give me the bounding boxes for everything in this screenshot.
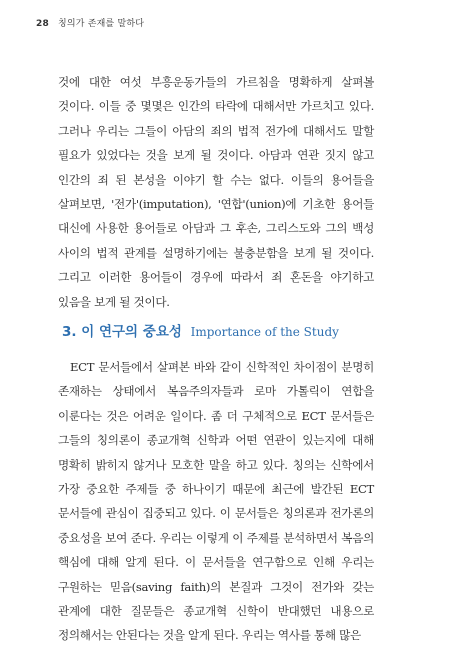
running-title: 칭의가 존재를 말하다: [58, 19, 145, 29]
section-heading: [62, 320, 339, 340]
body-paragraph-2: ECT 문서들에서 살펴본 바와 같이 신학적인 차이점이 분명히 존재하는 상태에서 복음주의자들과 로마 가톨릭이 연합을 이룬다는 것은 어려운 일이다. 좀 더 구체적으로 ECT 문서들은 그들의 칭의론이 종교개혁 신학과 어떤 연관이 있는지에 대해 명확히 밝히지 않거나 모호한 말을 하고 있다. 칭의는 신학에서 가장 중요한 주제들 중 하나이기 때문에 최근에 발간된 ECT 문서들에 관심이 집중되고 있다. 이 문서들은 칭의론과 전가론의 중요성을 보여 준다. 우리는 이렇게 이 주제를 분석하면서 복음의 핵심에 대해 알게 된다. 이 문서들을 연구함으로 인해 우리는 구원하는 믿음(saving faith)의 본질과 그것이 전가와 갖는 관계에 대한 질문들은 종교개혁 신학이 반대했던 내용으로 정의해서는 안된다는 것을 알게 된다. 우리는 역사를 통해 많은: [58, 360, 374, 643]
page-number: 28: [36, 19, 49, 29]
running-header: [36, 16, 144, 29]
body-paragraph-1: 것에 대한 여섯 부흥운동가들의 가르침을 명확하게 살펴볼 것이다. 이들 중 몇몇은 인간의 타락에 대해서만 가르치고 있다. 그러나 우리는 그들이 아담의 죄의 법적 전가에 대해서도 말할 필요가 있었다는 것을 보게 될 것이다. 아담과 연관 짓지 않고 인간의 죄 된 본성을 이야기 할 수는 없다. 이들의 용어들을 살펴보면, '전가'(imputation), '연합'(union)에 기초한 용어들 대신에 사용한 용어들로 아담과 그 후손, 그리스도와 그의 백성 사이의 법적 관계를 설명하기에는 불충분함을 보게 될 것이다. 그리고 이러한 용어들이 경우에 따라서 죄 혼돈을 야기하고 있음을 보게 될 것이다.: [58, 75, 374, 309]
section-heading-english: Importance of the Study: [190, 325, 339, 339]
section-heading-korean: 3. 이 연구의 중요성: [62, 324, 182, 340]
